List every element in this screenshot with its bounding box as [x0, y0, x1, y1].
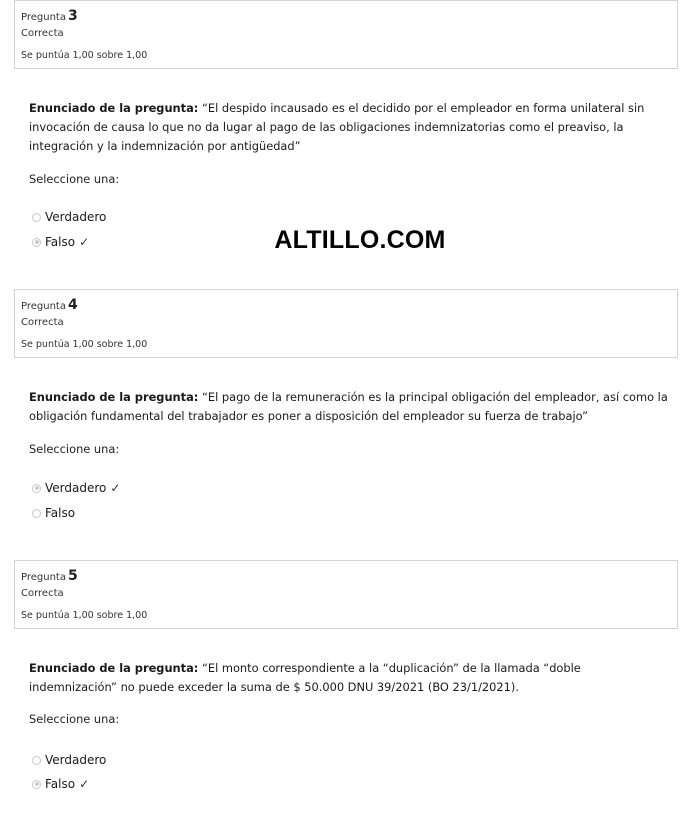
statement-prefix: Enunciado de la pregunta: [29, 101, 199, 115]
question-label: Pregunta 4 [21, 297, 78, 313]
radio-button-selected[interactable] [32, 780, 41, 789]
radio-button[interactable] [32, 509, 41, 518]
option-label: Verdadero [45, 481, 107, 495]
correct-check-icon: ✓ [79, 235, 90, 249]
question-state: Correcta [21, 317, 64, 328]
question-info-box [14, 560, 678, 629]
answer-option-true[interactable] [32, 752, 106, 768]
question-number: 3 [67, 8, 78, 24]
question-state: Correcta [21, 588, 64, 599]
statement-body: “El despido incausado es el decidido por el empleador en forma unilateral sin invocación de causa lo que no da lugar al pago de las obligaciones indemnizatorias como el preaviso, la integración y la indemnización por antigüedad” [29, 101, 645, 153]
option-label: Falso [45, 235, 76, 249]
watermark-text: ALTILLO.COM [274, 226, 446, 254]
question-label: Pregunta 5 [21, 568, 78, 584]
question-grade: Se puntúa 1,00 sobre 1,00 [21, 50, 148, 61]
question-text [29, 99, 669, 156]
question-number: 4 [67, 297, 78, 313]
statement-prefix: Enunciado de la pregunta: [29, 661, 199, 675]
question-info-box [14, 289, 678, 358]
question-grade: Se puntúa 1,00 sobre 1,00 [21, 610, 148, 621]
radio-button[interactable] [32, 756, 41, 765]
question-number: 5 [67, 568, 78, 584]
answer-option-true[interactable] [32, 209, 106, 225]
answer-option-false[interactable] [32, 505, 75, 521]
answer-option-false[interactable] [32, 776, 89, 792]
question-text [29, 388, 669, 426]
select-prompt: Seleccione una: [29, 712, 120, 726]
question-label: Pregunta 3 [21, 8, 78, 24]
statement-body: “El monto correspondiente a la “duplicación” de la llamada “doble indemnización” no puede exceder la suma de $ 50.000 DNU 39/2021 (BO 23/1/2021). [29, 661, 581, 694]
statement-prefix: Enunciado de la pregunta: [29, 390, 199, 404]
radio-button-selected[interactable] [32, 484, 41, 493]
option-label: Falso [45, 506, 76, 520]
radio-button[interactable] [32, 213, 41, 222]
option-label: Falso [45, 777, 76, 791]
option-label: Verdadero [45, 210, 107, 224]
correct-check-icon: ✓ [110, 481, 121, 495]
correct-check-icon: ✓ [79, 777, 90, 791]
question-info-box [14, 0, 678, 69]
select-prompt: Seleccione una: [29, 172, 120, 186]
question-text [29, 659, 669, 697]
select-prompt: Seleccione una: [29, 442, 120, 456]
question-grade: Se puntúa 1,00 sobre 1,00 [21, 339, 148, 350]
question-state: Correcta [21, 28, 64, 39]
answer-option-true[interactable] [32, 480, 120, 496]
option-label: Verdadero [45, 753, 107, 767]
statement-body: “El pago de la remuneración es la principal obligación del empleador, así como la obligación fundamental del trabajador es poner a disposición del empleador su fuerza de trabajo” [29, 390, 668, 423]
